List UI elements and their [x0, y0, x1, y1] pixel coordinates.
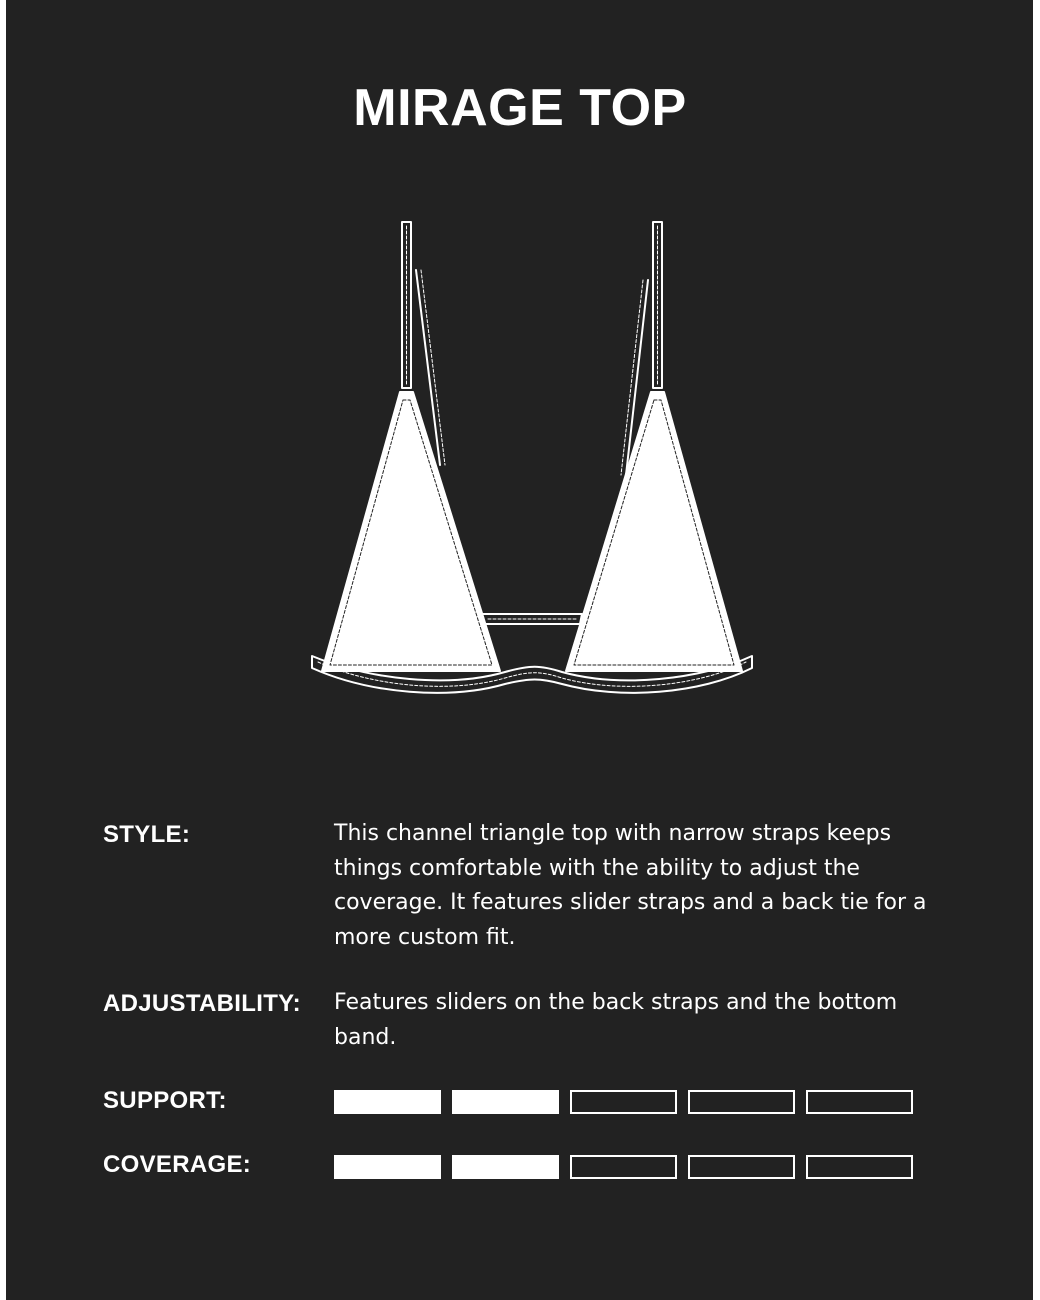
rating-segment-filled: [452, 1090, 559, 1114]
rating-segment-empty: [688, 1090, 795, 1114]
rating-segment-empty: [806, 1155, 913, 1179]
support-label: SUPPORT:: [103, 1087, 227, 1114]
rating-segment-filled: [334, 1090, 441, 1114]
style-description: This channel triangle top with narrow straps keeps things comfortable with the ability to adjust the coverage. It features slider straps and a back tie for a more custom fit.: [334, 821, 927, 950]
adjustability-description: Features sliders on the back straps and the bottom band.: [334, 990, 898, 1050]
rating-segment-empty: [688, 1155, 795, 1179]
rating-segment-empty: [570, 1155, 677, 1179]
coverage-label: COVERAGE:: [103, 1151, 252, 1178]
rating-segment-filled: [452, 1155, 559, 1179]
adjustability-label: ADJUSTABILITY:: [103, 990, 301, 1017]
support-rating-meter: [334, 1090, 914, 1114]
triangle-bikini-top-icon: [300, 210, 760, 700]
coverage-rating-meter: [334, 1155, 914, 1179]
rating-segment-empty: [806, 1090, 913, 1114]
rating-segment-empty: [570, 1090, 677, 1114]
rating-segment-filled: [334, 1155, 441, 1179]
style-label: STYLE:: [103, 821, 191, 848]
product-title: MIRAGE TOP: [353, 79, 687, 137]
